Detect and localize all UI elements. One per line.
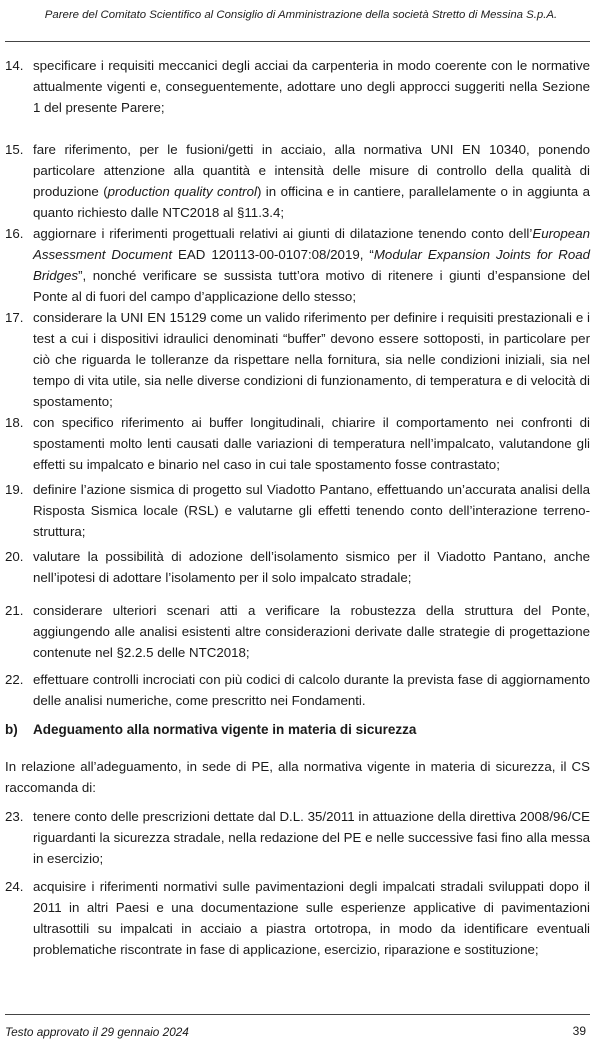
item-number: 20.: [5, 549, 24, 564]
intro-paragraph: In relazione all’adeguamento, in sede di PE, alla normativa vigente in materia di sicurezza, il CS raccomanda di:: [5, 759, 590, 795]
page-header: Parere del Comitato Scientifico al Consiglio di Amministrazione della società Stretto di Messina S.p.A.: [44, 9, 558, 21]
item-number: 23.: [5, 809, 24, 824]
item-text: definire l’azione sismica di progetto sul Viadotto Pantano, effettuando un’accurata analisi della Risposta Sismica locale (RSL) e valutarne gli effetti tenendo conto dell’interazione terreno-struttura;: [33, 482, 590, 539]
header-divider: [5, 41, 590, 42]
item-text: con specifico riferimento ai buffer longitudinali, chiarire il comportamento nei confronti di spostamenti molto lenti causati dalle variazioni di temperatura nell’impalcato, valutandone gli effetti su impalcato e binario nel caso in cui tale spostamento fosse contrastato;: [33, 415, 590, 472]
list-item-24: [5, 876, 590, 960]
page-number: 39: [572, 1024, 586, 1038]
item-text: aggiornare i riferimenti progettuali relativi ai giunti di dilatazione tenendo conto dell’European Assessment Document EAD 120113-00-0107:08/2019, “Modular Expansion Joints for Road Bridges”, nonché verificare se sussista tutt’ora motivo di ritenere i giunti d’espansione del Ponte al di fuori del campo d’applicazione dello stesso;: [33, 226, 591, 304]
approval-note: Testo approvato il 29 gennaio 2024: [5, 1025, 189, 1039]
list-item-14: [5, 55, 590, 118]
section-letter: b): [5, 722, 18, 737]
item-number: 16.: [5, 226, 24, 241]
item-text: valutare la possibilità di adozione dell’isolamento sismico per il Viadotto Pantano, anche nell’ipotesi di adottare l’isolamento per il solo impalcato stradale;: [33, 549, 590, 585]
item-number: 19.: [5, 482, 24, 497]
item-number: 17.: [5, 310, 24, 325]
footer-divider: [5, 1014, 590, 1015]
item-number: 22.: [5, 672, 24, 687]
list-item-22: [5, 669, 590, 711]
item-text: considerare ulteriori scenari atti a verificare la robustezza della struttura del Ponte, aggiungendo alle analisi esistenti altre considerazioni derivate dalle strategie di progettazione contenute nel §2.2.5 delle NTC2018;: [33, 603, 590, 660]
list-item-17: [5, 307, 590, 412]
list-item-16: [5, 223, 590, 307]
section-title: Adeguamento alla normativa vigente in materia di sicurezza: [33, 722, 417, 737]
item-number: 14.: [5, 58, 24, 73]
item-text: acquisire i riferimenti normativi sulle pavimentazioni degli impalcati stradali sviluppati dopo il 2011 in altri Paesi e una documentazione sulle esperienze applicative di pavimentazioni ultrasottili su impalcati in acciaio a piastra ortotropa, in modo da identificare eventuali problematiche riscontrate in fase di applicazione, esercizio, riparazione e sostituzione;: [33, 879, 590, 957]
list-item-20: [5, 546, 590, 588]
item-number: 21.: [5, 603, 24, 618]
item-number: 24.: [5, 879, 24, 894]
list-item-21: [5, 600, 590, 663]
item-text: tenere conto delle prescrizioni dettate dal D.L. 35/2011 in attuazione della direttiva 2008/96/CE riguardanti la sicurezza stradale, nella redazione del PE e nelle successive fasi fino alla messa in esercizio;: [33, 809, 590, 866]
list-item-23: [5, 806, 590, 869]
list-item-18: [5, 412, 590, 475]
item-number: 18.: [5, 415, 24, 430]
item-text: fare riferimento, per le fusioni/getti in acciaio, alla normativa UNI EN 10340, ponendo particolare attenzione alla quantità e intensità delle misure di controllo della qualità di produzione (production quality control) in officina e in cantiere, parallelamente o in aggiunta a quanto richiesto dalle NTC2018 al §11.3.4;: [33, 142, 590, 220]
item-text: specificare i requisiti meccanici degli acciai da carpenteria in modo coerente con le normative attualmente vigenti e, conseguentemente, adottare uno degli approcci suggeriti nella Sezione 1 del presente Parere;: [33, 58, 590, 115]
section-heading: [5, 722, 416, 737]
item-number: 15.: [5, 142, 24, 157]
item-text: effettuare controlli incrociati con più codici di calcolo durante la prevista fase di aggiornamento delle analisi numeriche, come prescritto nei Fondamenti.: [33, 672, 590, 708]
list-item-19: [5, 479, 590, 542]
item-text: considerare la UNI EN 15129 come un valido riferimento per definire i requisiti prestazionali e i test a cui i dispositivi idraulici denominati “buffer” devono essere sottoposti, in particolare per ciò che riguarda le tolleranze da rispettare nella fornitura, sia nelle condizioni iniziali, sia nel tempo di vita utile, sia nelle diverse condizioni di funzionamento, di temperatura e di velocità di spostamento;: [33, 310, 590, 409]
list-item-15: [5, 139, 590, 223]
